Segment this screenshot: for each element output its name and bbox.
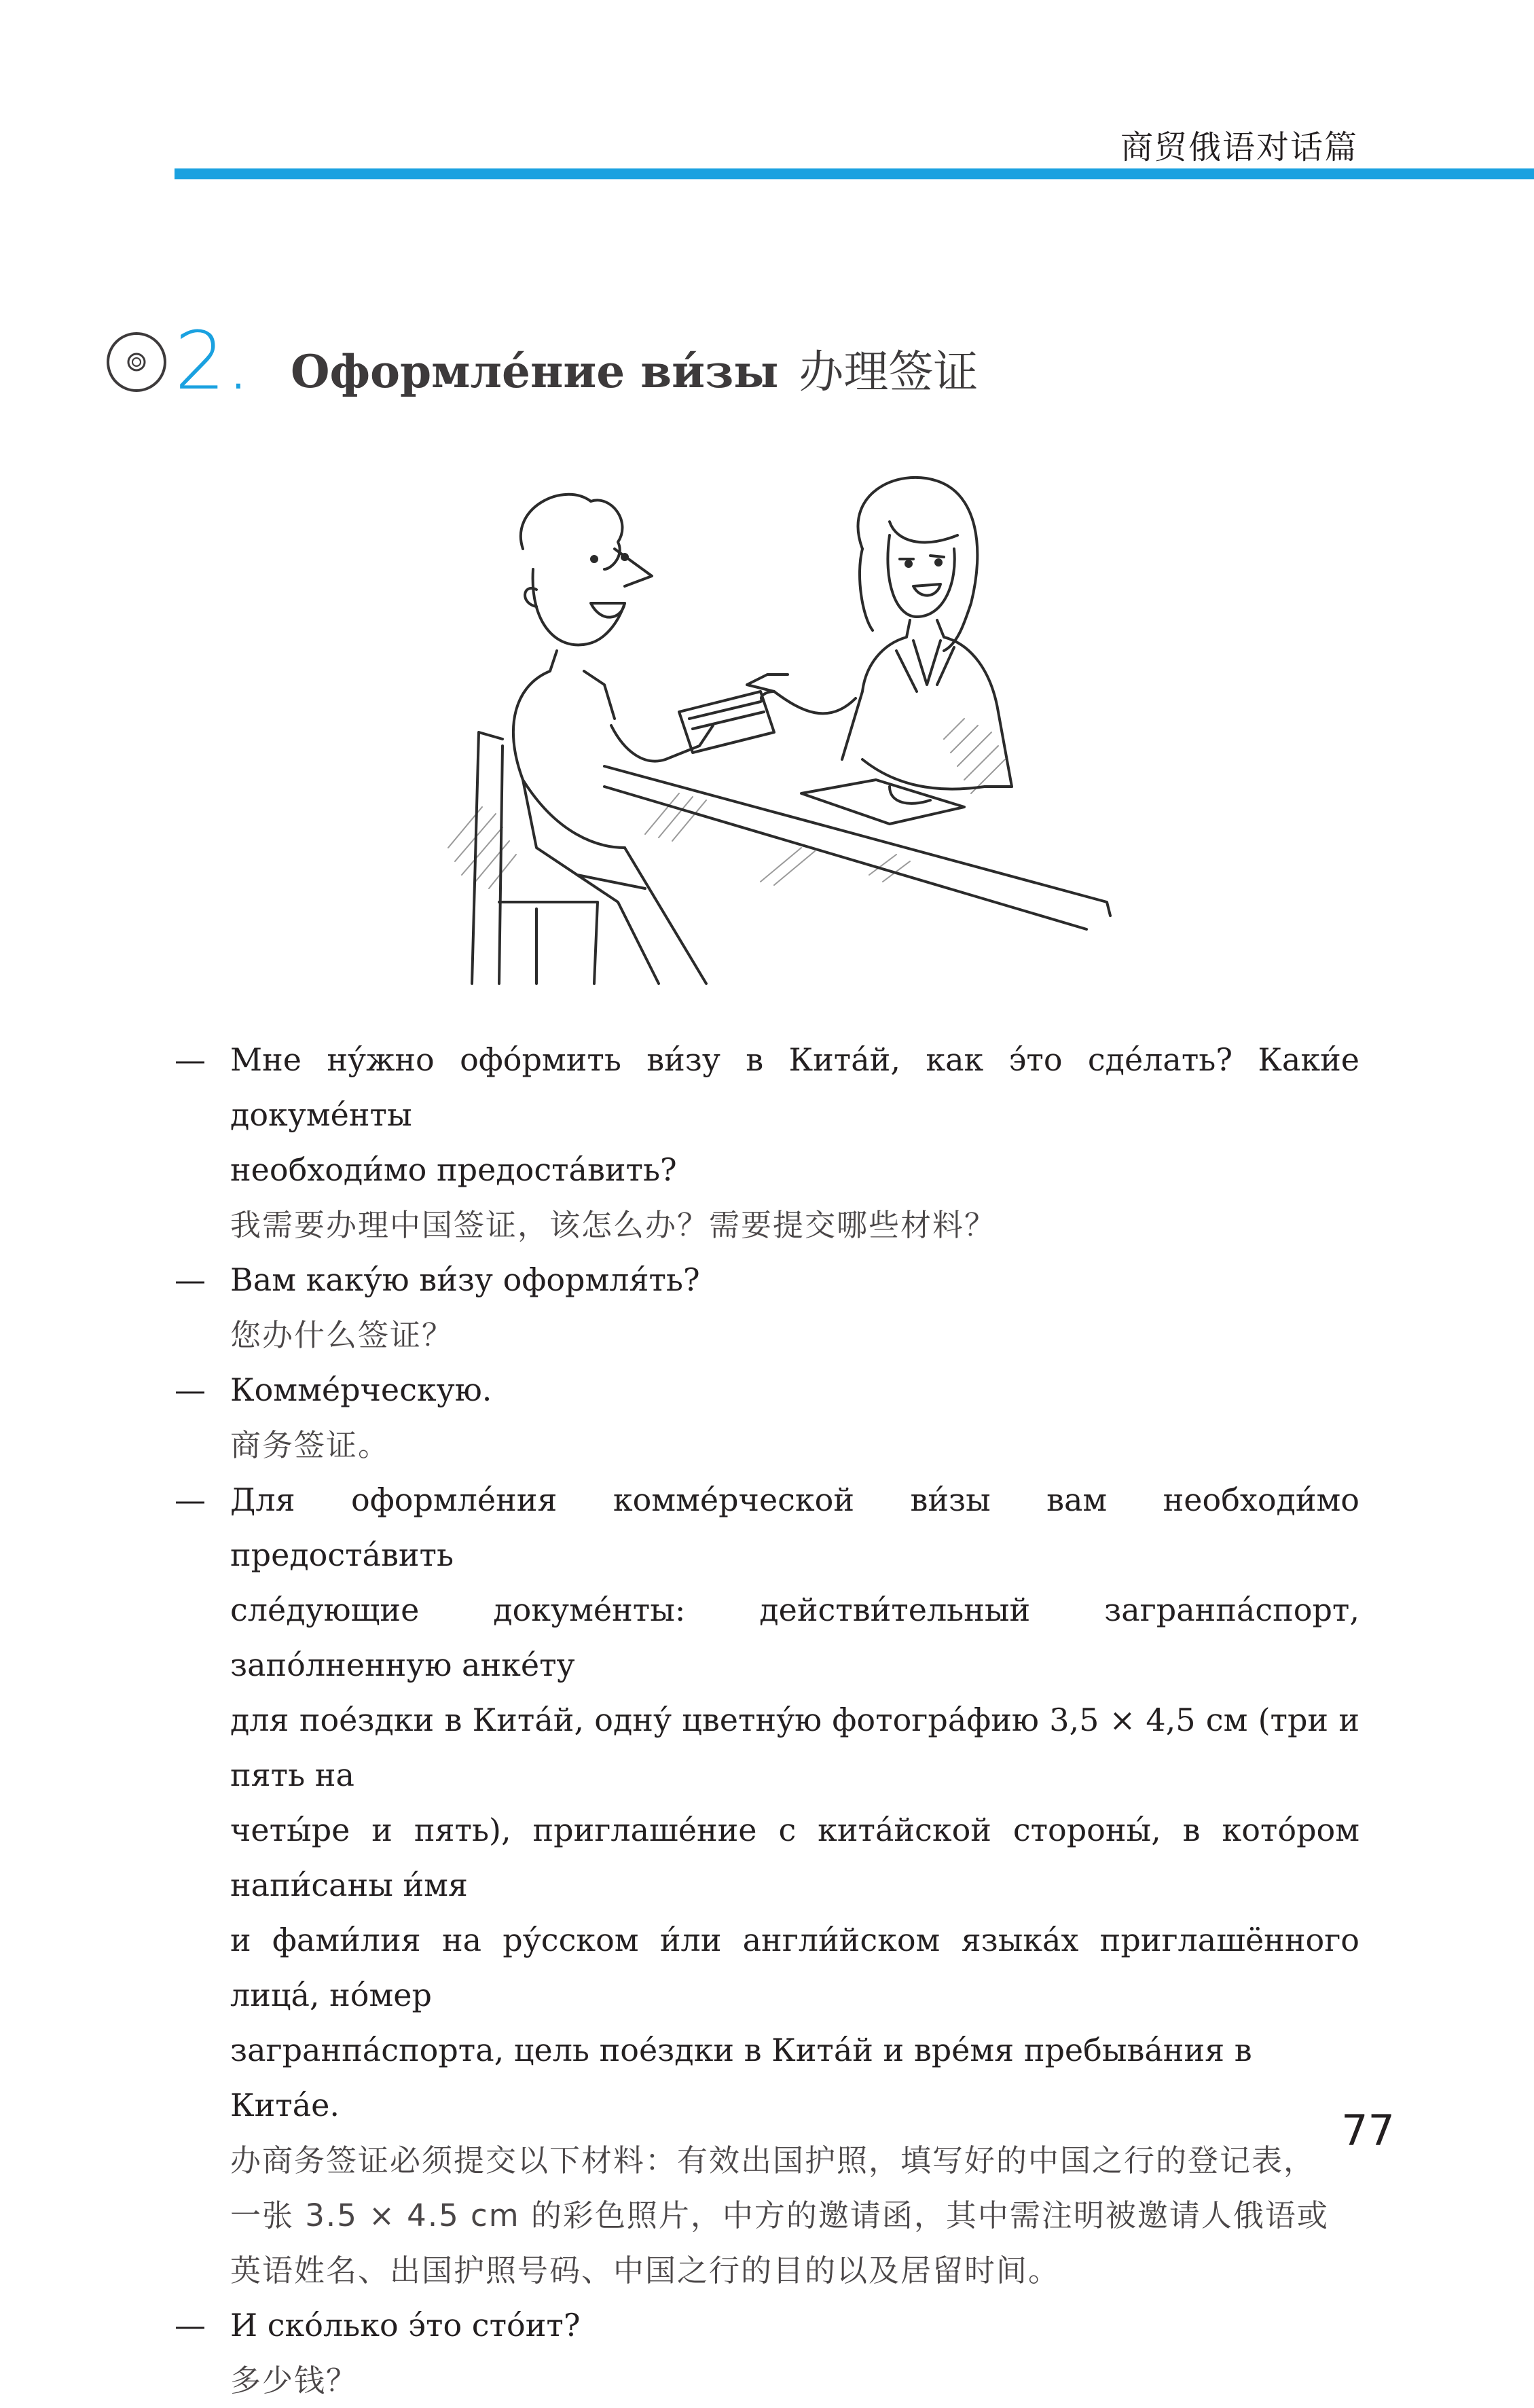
dialogue-line-ru [175,1693,1359,1803]
dialogue-dash: — [175,1261,206,1298]
dialogue-text: для пое́здки в Кита́й, одну́ цветну́ю фотогра́фию 3,5 × 4,5 см (три и пять на [230,1702,1359,1793]
dialogue-line-ru [175,1913,1359,2023]
dialogue-line-zh [175,2133,1359,2188]
dialogue-dash: — [175,2307,206,2343]
dialogue-translation: 办商务签证必须提交以下材料：有效出国护照，填写好的中国之行的登记表， [230,2142,1316,2178]
page-number: 77 [1341,2106,1395,2155]
visa-office-illustration [421,467,1134,990]
dialogue-translation: 一张 3.5 × 4.5 cm 的彩色照片，中方的邀请函，其中需注明被邀请人俄语或 [230,2197,1329,2233]
header-rule [175,168,1534,179]
dialogue-translation: 我需要办理中国签证，该怎么办？需要提交哪些材料？ [230,1207,997,1243]
dialogue-line-ru [175,1473,1359,1583]
dialogue-line-zh [175,1308,1359,1363]
dialogue [175,1032,1359,2408]
dialogue-line-ru [175,1032,1359,1143]
dialogue-dash: — [175,1371,206,1408]
dialogue-line-zh [175,2353,1359,2408]
dialogue-line-ru [175,1253,1359,1308]
dialogue-line-ru [175,1363,1359,1418]
dialogue-text: и фами́лия на ру́сском и́ли англи́йском языка́х приглашённого лица́, но́мер [230,1922,1359,2013]
dialogue-translation: 多少钱？ [230,2362,359,2398]
dialogue-translation: 您办什么签证？ [230,1317,454,1353]
dialogue-text: четы́ре и пять), приглаше́ние с кита́йской стороны́, в кото́ром напи́саны и́мя [230,1812,1359,1903]
dialogue-translation: 商务签证。 [230,1427,390,1463]
dialogue-text: И ско́лько э́то сто́ит? [230,2307,581,2343]
dialogue-line-zh [175,1418,1359,1473]
dialogue-text: Мне ну́жно офо́рмить ви́зу в Кита́й, как э́то сде́лать? Каки́е докуме́нты [230,1041,1359,1133]
section-title-ru: Оформле́ние ви́зы [291,345,779,398]
dialogue-text: Для оформле́ния комме́рческой ви́зы вам необходи́мо предоста́вить [230,1481,1359,1573]
section-title-zh: 办理签证 [799,346,979,398]
section-title [291,336,978,400]
dialogue-line-ru [175,1803,1359,1913]
running-header: 商贸俄语对话篇 [1120,128,1358,166]
dialogue-line-zh [175,1198,1359,1253]
dialogue-text: Вам каку́ю ви́зу оформля́ть? [230,1261,700,1298]
dialogue-line-zh [175,2243,1359,2298]
dialogue-text: сле́дующие докуме́нты: действи́тельный загранпа́спорт, запо́лненную анке́ту [230,1592,1359,1683]
dialogue-text: необходи́мо предоста́вить? [230,1151,677,1188]
dialogue-text: Комме́рческую. [230,1371,492,1408]
dialogue-line-ru [175,1583,1359,1693]
dialogue-text: загранпа́спорта, цель пое́здки в Кита́й и вре́мя пребыва́ния в Кита́е. [230,2032,1252,2123]
dialogue-translation: 英语姓名、出国护照号码、中国之行的目的以及居留时间。 [230,2252,1061,2288]
audio-disc-icon [105,331,168,393]
dialogue-line-ru [175,2023,1359,2133]
dialogue-dash: — [175,1041,206,1078]
dialogue-line-zh [175,2188,1359,2243]
dialogue-dash: — [175,1481,206,1518]
section-number: 2. [175,314,251,408]
dialogue-line-ru [175,1143,1359,1198]
dialogue-line-ru [175,2298,1359,2353]
